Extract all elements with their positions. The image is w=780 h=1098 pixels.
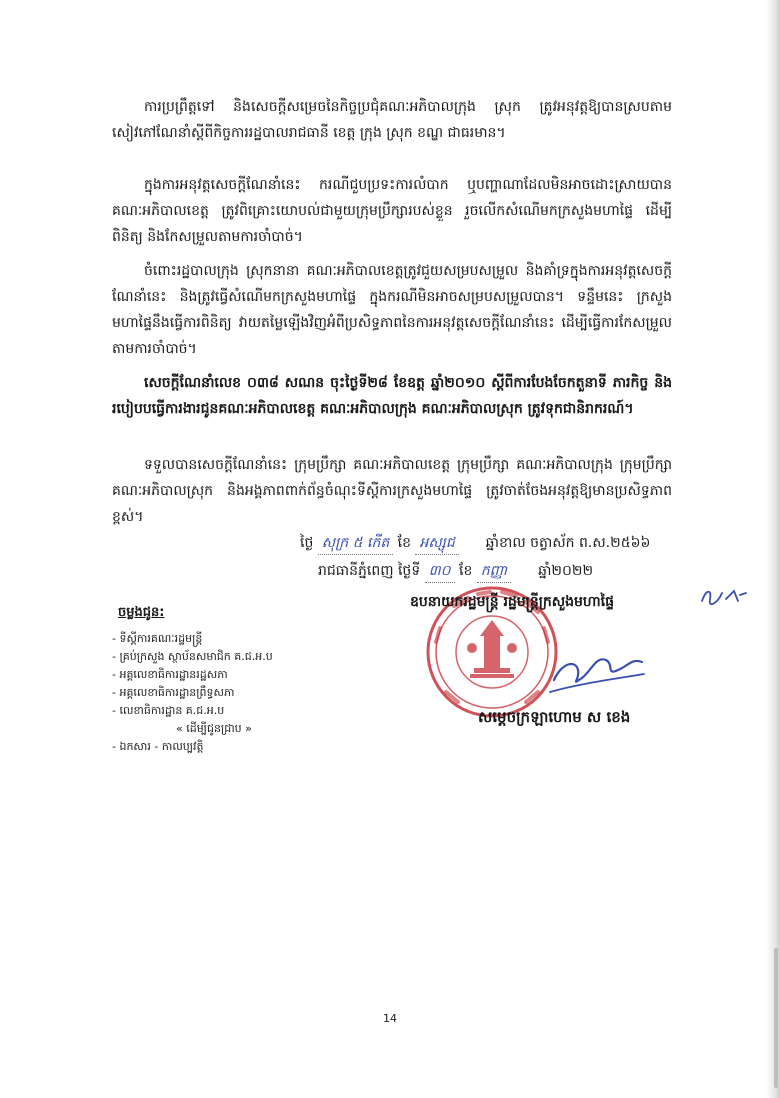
paragraph-difficulties: ក្នុងការអនុវត្តសេចក្ដីណែនាំនេះ ករណីជួបប្រទះការលំបាក ឬបញ្ហាណាដែលមិនអាចដោះស្រាយបាន គណៈអភិបាលខេត្ត ត្រូវពិគ្រោះយោបល់ជាមួយក្រុមប្រឹក្សារបស់ខ្លួន រួចលើកសំណើមកក្រសួងមហាផ្ទៃ ដើម្បីពិនិត្យ និងកែសម្រួលតាមការចាំបាច់។ (112, 177, 672, 245)
cc-item: - អគ្គលេខាធិការដ្ឋានព្រឹទ្ធសភា (112, 686, 235, 699)
cc-item: - លេខាធិការដ្ឋាន គ.ជ.អ.ប (112, 704, 225, 717)
solar-year: ឆ្នាំ២០២២ (538, 563, 594, 579)
cc-item: - ទីស្ដីការគណៈរដ្ឋមន្ត្រី (112, 632, 203, 645)
paragraph-implementation: ទទួលបានសេចក្ដីណែនាំនេះ ក្រុមប្រឹក្សា គណៈអភិបាលខេត្ត ក្រុមប្រឹក្សា គណៈអភិបាលក្រុង ក្រុមប្រឹក្សា គណៈអភិបាលស្រុក និងអង្គភាពពាក់ព័ន្ធចំណុះទីស្ដីការក្រសួងមហាផ្ទៃ ត្រូវចាត់ចែងអនុវត្តឱ្យមានប្រសិទ្ធភាពខ្ពស់។ (112, 457, 672, 525)
cc-item: - គ្រប់ក្រសួង ស្ថាប័នសមាជិក គ.ជ.អ.ប (112, 650, 273, 663)
handwritten-solar-month: កញ្ញា (477, 560, 511, 583)
lunar-date-prefix: ថ្ងៃ (300, 535, 314, 551)
handwritten-lunar-month: អស្សុជ (415, 532, 458, 555)
paragraph-procedure: ការប្រព្រឹត្តទៅ និងសេចក្ដីសម្រេចនៃកិច្ចប្រជុំគណៈអភិបាលក្រុង ស្រុក ត្រូវអនុវត្តឱ្យបានស្របតាមសៀវភៅណែនាំស្ដីពីកិច្ចការរដ្ឋបាលរាជធានី ខេត្ត ក្រុង ស្រុក ខណ្ឌ ជាធរមាន។ (112, 99, 672, 141)
paragraph-repeal: សេចក្ដីណែនាំលេខ ០៣៨ សណន ចុះថ្ងៃទី២៨ ខែឧត្ត ឆ្នាំ២០១០ ស្ដីពីការបែងចែកតួនាទី ភារកិច្ច និងរបៀបបធ្វើការងារជូនគណៈអភិបាលខេត្ត គណៈអភិបាលក្រុង គណៈអភិបាលស្រុក ត្រូវទុកជានិរាករណ៍។ (112, 375, 672, 417)
cc-item-for-information: « ដើម្បីជូនជ្រាប » (176, 722, 252, 735)
handwritten-lunar-day: សុក្រ ៥ កើត (318, 532, 393, 555)
page-number: 14 (383, 1012, 397, 1025)
lunar-year: ឆ្នាំខាល ចត្វាស័ក ព.ស.២៥៦៦ (485, 535, 651, 551)
cc-recipient-list (112, 630, 412, 756)
handwritten-signature (548, 640, 648, 700)
handwritten-initials (698, 585, 748, 607)
lunar-month-label: ខែ (397, 535, 412, 551)
cc-item: - អគ្គលេខាធិការដ្ឋានរដ្ឋសភា (112, 668, 228, 681)
handwritten-solar-day: ៣០ (425, 560, 455, 583)
lunar-date-line (300, 532, 760, 555)
cc-item: - ឯកសារ - កាលប្បវត្តិ (112, 740, 204, 753)
solar-date-line (318, 560, 778, 583)
signer-name: សម្ដេចក្រឡាហោម ស ខេង (478, 708, 631, 726)
cc-heading: ចម្លងជូន: (118, 605, 165, 620)
paragraph-municipal-support: ចំពោះរដ្ឋបាលក្រុង ស្រុកនានា គណៈអភិបាលខេត្តត្រូវជួយសម្របសម្រួល និងគាំទ្រក្នុងការអនុវត្តសេចក្ដីណែនាំនេះ និងត្រូវធ្វើសំណើមកក្រសួងមហាផ្ទៃ ក្នុងករណីមិនអាចសម្របសម្រួលបាន។ ទន្ទឹមនេះ ក្រសួងមហាផ្ទៃនឹងធ្វើការពិនិត្យ វាយតម្លៃឡើងវិញអំពីប្រសិទ្ធភាពនៃការអនុវត្តសេចក្ដីណែនាំនេះ ដើម្បីធ្វើការកែសម្រួលតាមការចាំបាច់។ (112, 263, 672, 357)
scrollbar-thumb[interactable] (774, 948, 778, 1088)
solar-date-prefix: រាជធានីភ្នំពេញ ថ្ងៃទី (318, 563, 421, 579)
scan-edge-shadow (766, 0, 780, 1098)
signer-title: ឧបនាយករដ្ឋមន្ត្រី រដ្ឋមន្ត្រីក្រសួងមហាផ្ទៃ (410, 594, 615, 610)
solar-month-label: ខែ (459, 563, 473, 579)
